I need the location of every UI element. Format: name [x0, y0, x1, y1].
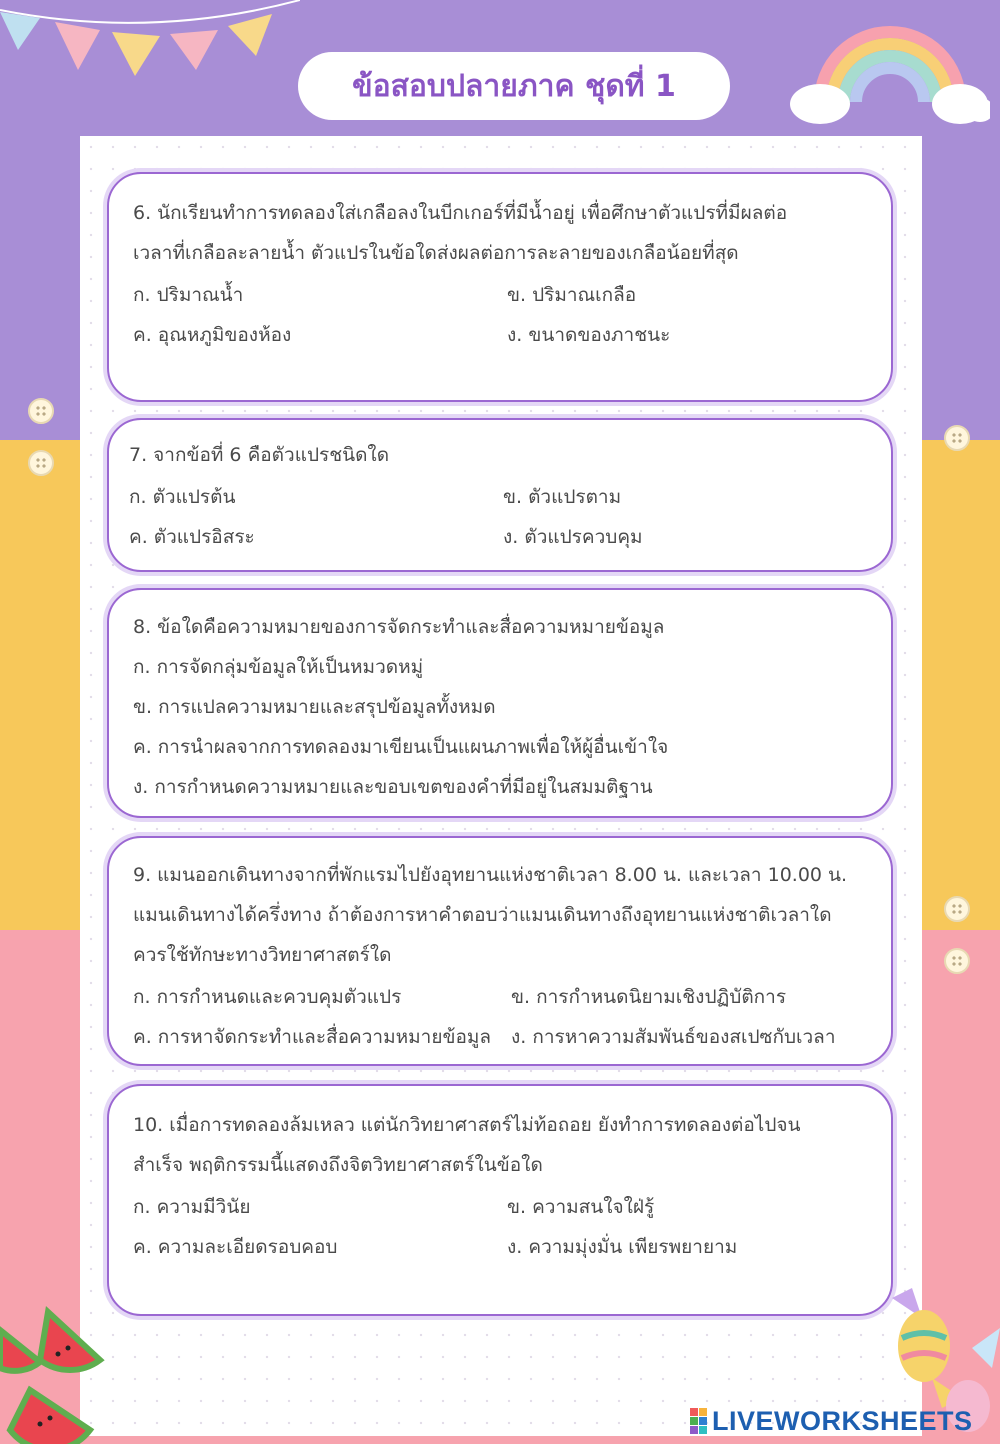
- question-card-8: [107, 588, 893, 818]
- page-title-text: ข้อสอบปลายภาค ชุดที่ 1: [352, 68, 676, 104]
- answer-choice[interactable]: ก. การกำหนดและควบคุมตัวแปร: [133, 986, 402, 1008]
- question-card-7: [107, 418, 893, 572]
- bunting-decoration: [0, 0, 300, 80]
- page-title: [298, 52, 730, 120]
- answer-choice[interactable]: ข. ปริมาณเกลือ: [507, 284, 637, 306]
- answer-choice[interactable]: ก. ปริมาณน้ำ: [133, 284, 244, 306]
- button-decoration: [944, 425, 970, 451]
- question-text: ควรใช้ทักษะทางวิทยาศาสตร์ใด: [133, 944, 392, 966]
- liveworksheets-logo: [690, 1403, 973, 1439]
- question-text: 8. ข้อใดคือความหมายของการจัดกระทำและสื่อความหมายข้อมูล: [133, 616, 665, 638]
- liveworksheets-logo-icon: [690, 1408, 708, 1434]
- question-card-9: [107, 836, 893, 1066]
- answer-choice[interactable]: ง. ตัวแปรควบคุม: [503, 526, 643, 548]
- answer-choice[interactable]: ก. การจัดกลุ่มข้อมูลให้เป็นหมวดหมู่: [133, 656, 424, 678]
- watermelon-icon: [0, 1290, 120, 1444]
- question-text: 10. เมื่อการทดลองล้มเหลว แต่นักวิทยาศาสตร์ไม่ท้อถอย ยังทำการทดลองต่อไปจน: [133, 1114, 801, 1136]
- answer-choice[interactable]: ก. ความมีวินัย: [133, 1196, 251, 1218]
- question-card-10: [107, 1084, 893, 1316]
- answer-choice[interactable]: ข. ตัวแปรตาม: [503, 486, 622, 508]
- answer-choice[interactable]: ค. ความละเอียดรอบคอบ: [133, 1236, 338, 1258]
- answer-choice[interactable]: ข. ความสนใจใฝ่รู้: [507, 1196, 655, 1218]
- answer-choice[interactable]: ข. การกำหนดนิยามเชิงปฏิบัติการ: [511, 986, 787, 1008]
- answer-choice[interactable]: ค. การหาจัดกระทำและสื่อความหมายข้อมูล: [133, 1026, 492, 1048]
- answer-choice[interactable]: ง. ขนาดของภาชนะ: [507, 324, 671, 346]
- answer-choice[interactable]: ข. การแปลความหมายและสรุปข้อมูลทั้งหมด: [133, 696, 496, 718]
- question-text: 7. จากข้อที่ 6 คือตัวแปรชนิดใด: [129, 444, 390, 466]
- answer-choice[interactable]: ง. การกำหนดความหมายและขอบเขตของคำที่มีอยู่ในสมมติฐาน: [133, 776, 653, 798]
- answer-choice[interactable]: ง. การหาความสัมพันธ์ของสเปซกับเวลา: [511, 1026, 836, 1048]
- button-decoration: [944, 948, 970, 974]
- answer-choice[interactable]: ค. ตัวแปรอิสระ: [129, 526, 255, 548]
- answer-choice[interactable]: ค. การนำผลจากการทดลองมาเขียนเป็นแผนภาพเพื่อให้ผู้อื่นเข้าใจ: [133, 736, 669, 758]
- answer-choice[interactable]: ค. อุณหภูมิของห้อง: [133, 324, 292, 346]
- button-decoration: [944, 896, 970, 922]
- question-text: 6. นักเรียนทำการทดลองใส่เกลือลงในบีกเกอร์ที่มีน้ำอยู่ เพื่อศึกษาตัวแปรที่มีผลต่อ: [133, 202, 788, 224]
- button-decoration: [28, 398, 54, 424]
- question-text: แมนเดินทางได้ครึ่งทาง ถ้าต้องการหาคำตอบว่าแมนเดินทางถึงอุทยานแห่งชาติเวลาใด: [133, 904, 832, 926]
- button-decoration: [28, 450, 54, 476]
- question-text: เวลาที่เกลือละลายน้ำ ตัวแปรในข้อใดส่งผลต่อการละลายของเกลือน้อยที่สุด: [133, 242, 739, 264]
- answer-choice[interactable]: ก. ตัวแปรต้น: [129, 486, 236, 508]
- question-card-6: [107, 172, 893, 402]
- rainbow-icon: [790, 12, 990, 132]
- question-text: 9. แมนออกเดินทางจากที่พักแรมไปยังอุทยานแห่งชาติเวลา 8.00 น. และเวลา 10.00 น.: [133, 864, 848, 886]
- answer-choice[interactable]: ง. ความมุ่งมั่น เพียรพยายาม: [507, 1236, 738, 1258]
- liveworksheets-brand-text: LIVEWORKSHEETS: [712, 1405, 973, 1436]
- question-text: สำเร็จ พฤติกรรมนี้แสดงถึงจิตวิทยาศาสตร์ในข้อใด: [133, 1154, 543, 1176]
